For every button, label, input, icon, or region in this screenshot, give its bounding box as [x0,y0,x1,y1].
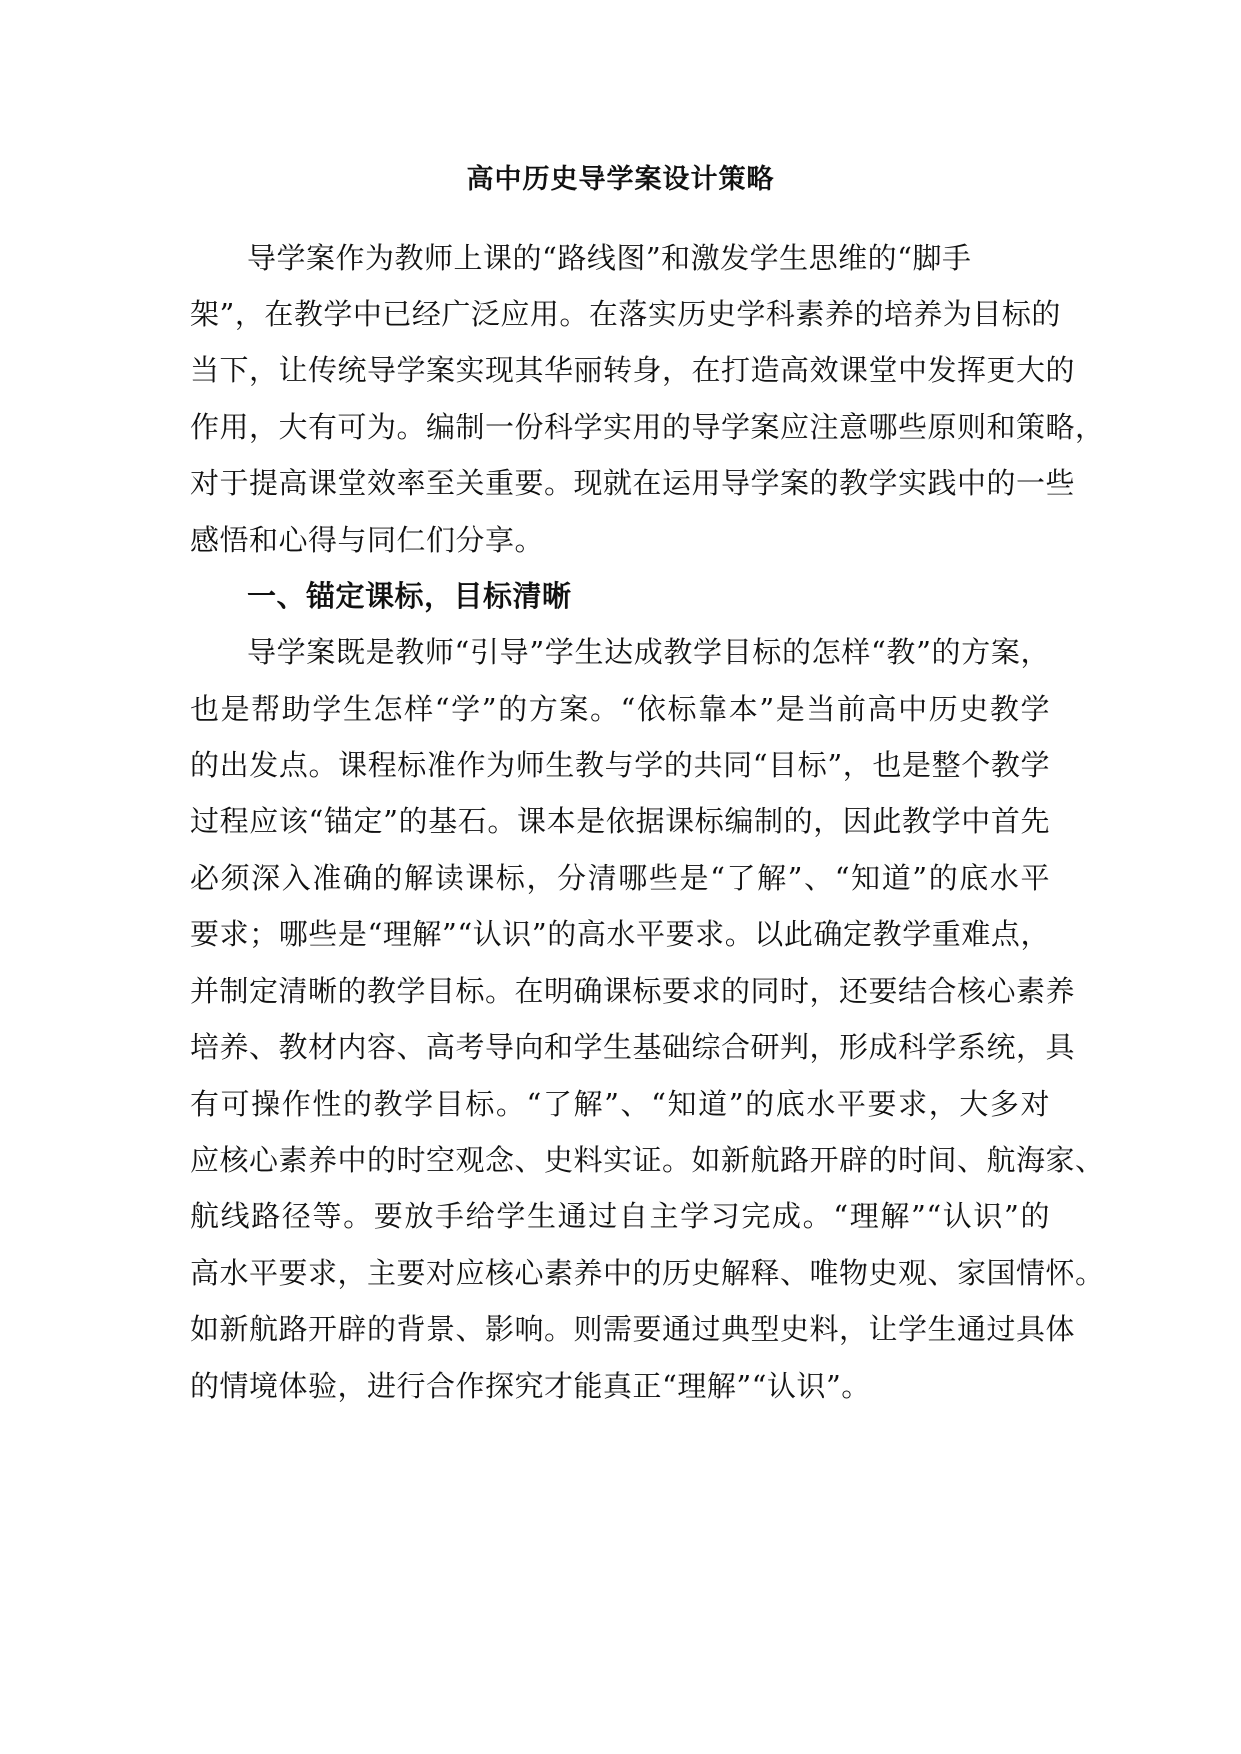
paragraph-1-line-6: 感悟和心得与同仁们分享。 [190,523,545,557]
paragraph-2-line-6: 要求；哪些是“理解”“认识”的高水平要求。以此确定教学重难点， [190,917,1050,951]
paragraph-1-line-4: 作用，大有可为。编制一份科学实用的导学案应注意哪些原则和策略， [190,410,1105,444]
paragraph-2-line-8: 培养、教材内容、高考导向和学生基础综合研判，形成科学系统，具 [190,1030,1076,1064]
paragraph-2-line-13: 如新航路开辟的背景、影响。则需要通过典型史料，让学生通过具体 [190,1312,1076,1346]
paragraph-1-line-1: 导学案作为教师上课的“路线图”和激发学生思维的“脚手 [247,241,972,275]
paragraph-1-line-3: 当下，让传统导学案实现其华丽转身，在打造高效课堂中发挥更大的 [190,353,1076,387]
paragraph-2-line-4: 过程应该“锚定”的基石。课本是依据课标编制的，因此教学中首先 [190,804,1050,838]
document-title: 高中历史导学案设计策略 [466,164,775,195]
paragraph-2-line-5: 必须深入准确的解读课标，分清哪些是“了解”、“知道”的底水平 [190,861,1050,895]
paragraph-2-line-1: 导学案既是教师“引导”学生达成教学目标的怎样“教”的方案， [247,635,1050,669]
paragraph-2-line-2: 也是帮助学生怎样“学”的方案。“依标靠本”是当前高中历史教学 [190,692,1050,726]
paragraph-2-line-10: 应核心素养中的时空观念、史料实证。如新航路开辟的时间、航海家、 [190,1143,1105,1177]
paragraph-2-line-12: 高水平要求，主要对应核心素养中的历史解释、唯物史观、家国情怀。 [190,1256,1105,1290]
paragraph-1-line-5: 对于提高课堂效率至关重要。现就在运用导学案的教学实践中的一些 [190,466,1076,500]
section-heading-1: 一、锚定课标，目标清晰 [247,579,572,613]
paragraph-2-line-11: 航线路径等。要放手给学生通过自主学习完成。“理解”“认识”的 [190,1199,1050,1233]
paragraph-2-line-7: 并制定清晰的教学目标。在明确课标要求的同时，还要结合核心素养 [190,974,1076,1008]
paragraph-2-line-9: 有可操作性的教学目标。“了解”、“知道”的底水平要求，大多对 [190,1087,1050,1121]
paragraph-2-line-14: 的情境体验，进行合作探究才能真正“理解”“认识”。 [190,1369,871,1403]
paragraph-2-line-3: 的出发点。课程标准作为师生教与学的共同“目标”，也是整个教学 [190,748,1050,782]
paragraph-1-line-2: 架”，在教学中已经广泛应用。在落实历史学科素养的培养为目标的 [190,297,1061,331]
